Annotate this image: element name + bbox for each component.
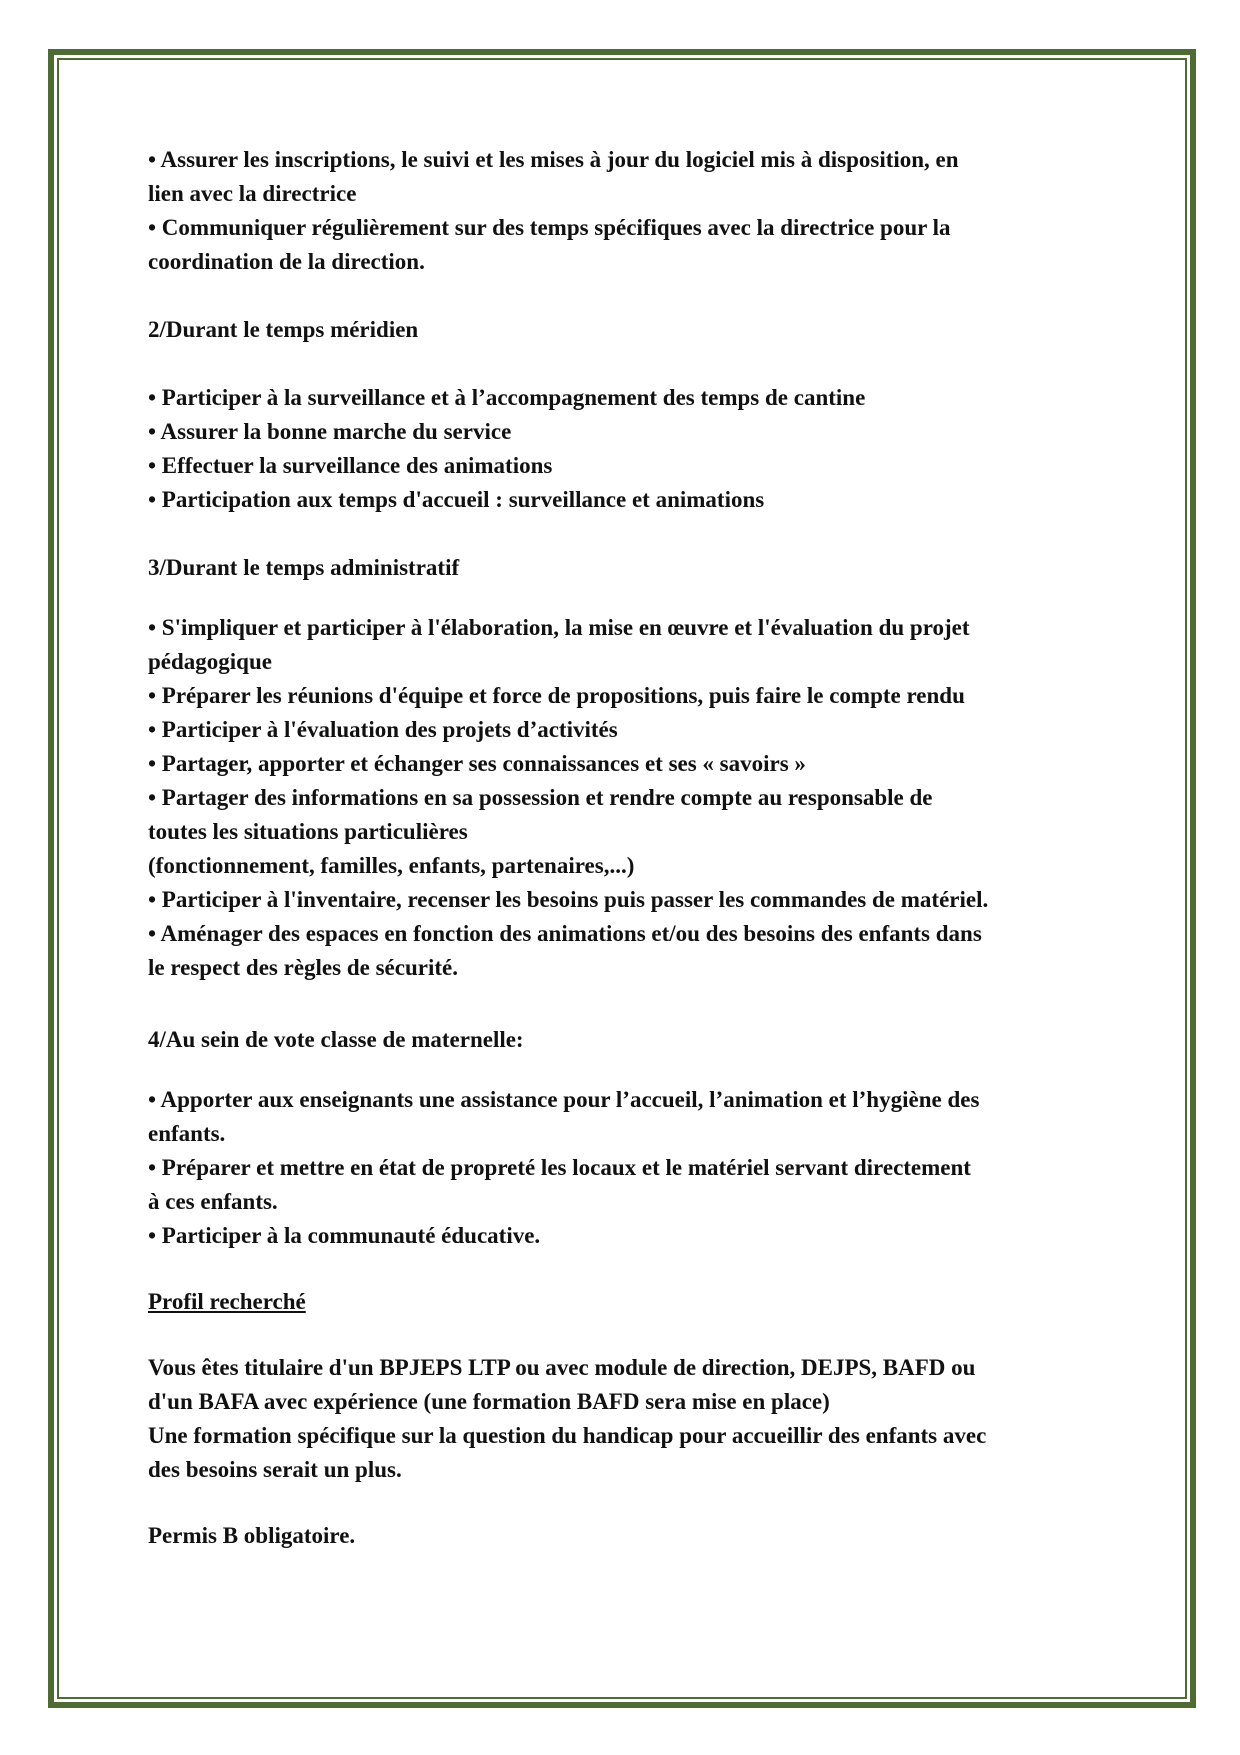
bullet-line: • Assurer les inscriptions, le suivi et les mises à jour du logiciel mis à disposition, en [148, 147, 959, 172]
bullet-line: • Communiquer régulièrement sur des temps spécifiques avec la directrice pour la [148, 215, 951, 240]
profile-line: Vous êtes titulaire d'un BPJEPS LTP ou avec module de direction, DEJPS, BAFD ou [148, 1355, 976, 1380]
bullet-line: • Effectuer la surveillance des animations [148, 453, 553, 478]
bullet-line: • Participer à l'évaluation des projets d’activités [148, 717, 618, 742]
section-heading-maternelle: 4/Au sein de vote classe de maternelle: [148, 1027, 524, 1052]
bullet-line: à ces enfants. [148, 1189, 278, 1214]
bullet-line: toutes les situations particulières [148, 819, 468, 844]
document-body [148, 143, 1108, 1553]
bullet-line: • Préparer et mettre en état de propreté les locaux et le matériel servant directement [148, 1155, 971, 1180]
bullet-line: coordination de la direction. [148, 249, 425, 274]
profile-line: des besoins serait un plus. [148, 1457, 402, 1482]
profile-line: d'un BAFA avec expérience (une formation BAFD sera mise en place) [148, 1389, 830, 1414]
bullet-line: • Participer à la surveillance et à l’accompagnement des temps de cantine [148, 385, 866, 410]
bullet-line: • Partager, apporter et échanger ses connaissances et ses « savoirs » [148, 751, 806, 776]
bullet-line: le respect des règles de sécurité. [148, 955, 458, 980]
section-intro-tasks [148, 143, 1108, 279]
bullet-line: • Préparer les réunions d'équipe et force de propositions, puis faire le compte rendu [148, 683, 965, 708]
profile-heading: Profil recherché [148, 1289, 306, 1314]
bullet-line: • Apporter aux enseignants une assistance pour l’accueil, l’animation et l’hygiène des [148, 1087, 980, 1112]
bullet-line: pédagogique [148, 649, 272, 674]
bullet-line: • Participer à l'inventaire, recenser les besoins puis passer les commandes de matériel. [148, 887, 989, 912]
bullet-line: (fonctionnement, familles, enfants, partenaires,...) [148, 853, 635, 878]
license-requirement: Permis B obligatoire. [148, 1523, 356, 1548]
bullet-line: • Partager des informations en sa possession et rendre compte au responsable de [148, 785, 933, 810]
bullet-line: • Participer à la communauté éducative. [148, 1223, 541, 1248]
bullet-line: • S'impliquer et participer à l'élaboration, la mise en œuvre et l'évaluation du projet [148, 615, 970, 640]
section-heading-meridien: 2/Durant le temps méridien [148, 317, 419, 342]
bullet-line: enfants. [148, 1121, 226, 1146]
bullet-line: lien avec la directrice [148, 181, 357, 206]
section-maternelle-tasks [148, 1083, 1108, 1253]
bullet-line: • Participation aux temps d'accueil : surveillance et animations [148, 487, 765, 512]
bullet-line: • Aménager des espaces en fonction des animations et/ou des besoins des enfants dans [148, 921, 982, 946]
section-meridien-tasks [148, 381, 1108, 517]
section-heading-administratif: 3/Durant le temps administratif [148, 555, 460, 580]
profile-description [148, 1351, 1108, 1487]
section-administratif-tasks [148, 611, 1108, 985]
bullet-line: • Assurer la bonne marche du service [148, 419, 512, 444]
profile-line: Une formation spécifique sur la question du handicap pour accueillir des enfants avec [148, 1423, 987, 1448]
